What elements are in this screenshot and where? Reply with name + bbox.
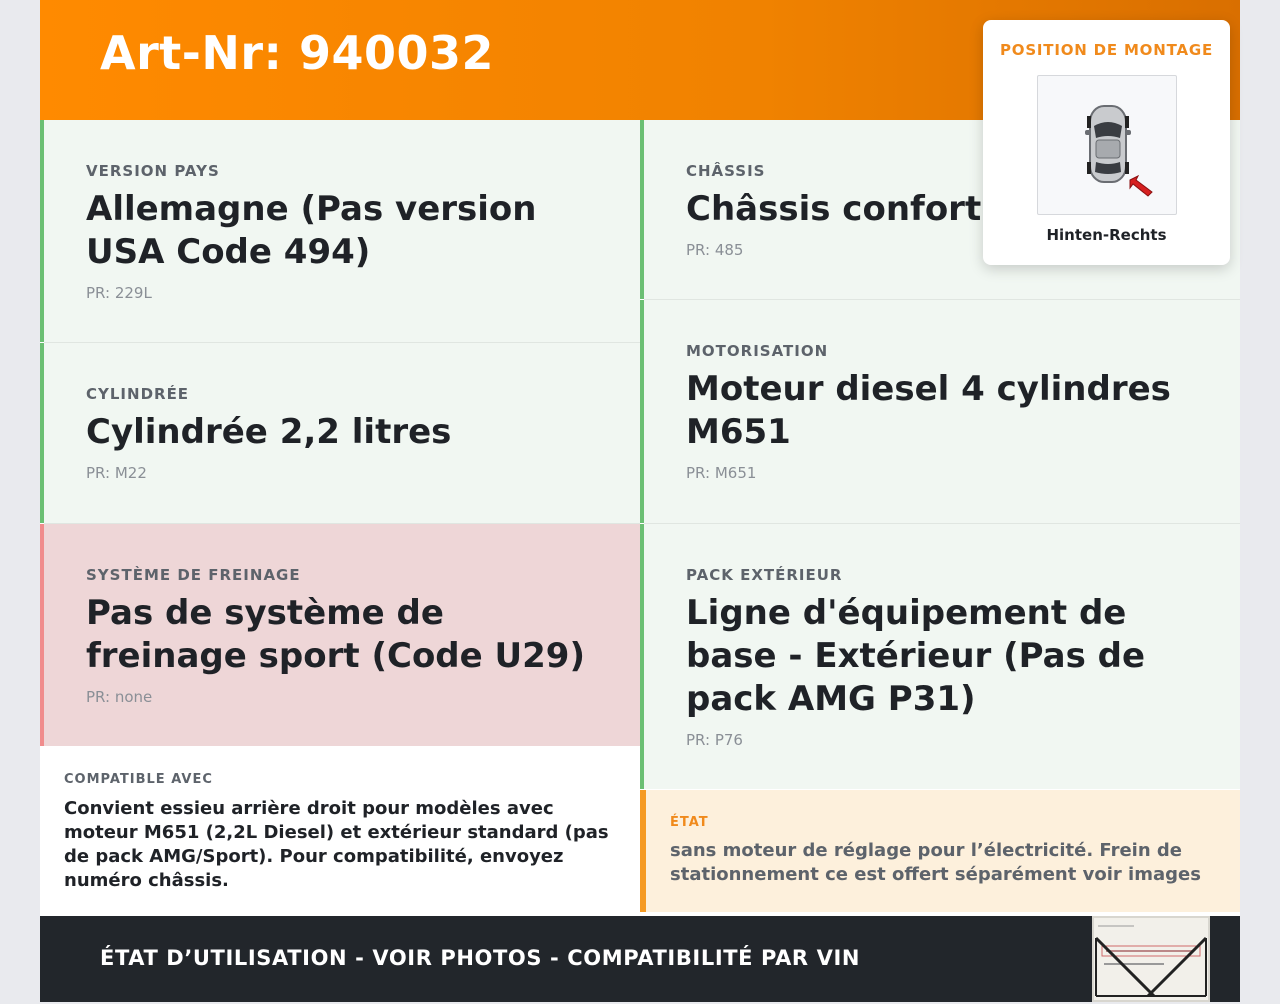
- pack-exterieur-label: PACK EXTÉRIEUR: [686, 566, 843, 584]
- cell-freinage: [40, 524, 640, 746]
- mounting-position-card: [983, 20, 1230, 265]
- etat-label: ÉTAT: [670, 815, 709, 830]
- rear-right-arrow-icon: [1130, 176, 1152, 196]
- cylindree-label: CYLINDRÉE: [86, 385, 190, 403]
- pack-exterieur-value: Ligne d'équipement de base - Extérieur (Pas de pack AMG P31): [686, 593, 1146, 719]
- cylindree-pr: PR: M22: [86, 464, 147, 482]
- chassis-label: CHÂSSIS: [686, 162, 766, 180]
- motorisation-label: MOTORISATION: [686, 342, 829, 360]
- vin-label-thumbnail-icon[interactable]: [1092, 916, 1210, 1002]
- pack-exterieur-pr: PR: P76: [686, 731, 743, 749]
- freinage-pr: PR: none: [86, 688, 153, 706]
- motorisation-pr: PR: M651: [686, 464, 757, 482]
- etat-text: sans moteur de réglage pour l’électricité. Frein de stationnement ce est offert séparément voir images: [670, 840, 1201, 885]
- cell-pack-exterieur: [640, 524, 1240, 789]
- chassis-pr: PR: 485: [686, 241, 744, 259]
- compatibility-box: [40, 747, 639, 913]
- car-diagram: [1038, 76, 1176, 214]
- version-pays-pr: PR: 229L: [86, 284, 152, 302]
- motorisation-value: Moteur diesel 4 cylindres M651: [686, 369, 1171, 452]
- footer-bar: [40, 916, 1240, 1002]
- car-top-view-icon: [1037, 75, 1177, 215]
- chassis-value: Châssis confort: [686, 189, 982, 229]
- compat-text: Convient essieu arrière droit pour modèles avec moteur M651 (2,2L Diesel) et extérieur standard (pas de pack AMG/Sport). Pour compatibilité, envoyez numéro châssis.: [64, 798, 609, 891]
- footer-text: ÉTAT D’UTILISATION - VOIR PHOTOS - COMPATIBILITÉ PAR VIN: [100, 946, 861, 970]
- cell-motorisation: [640, 300, 1240, 523]
- freinage-value: Pas de système de freinage sport (Code U29): [86, 593, 585, 676]
- version-pays-label: VERSION PAYS: [86, 162, 220, 180]
- cell-cylindree: [40, 343, 640, 523]
- cylindree-value: Cylindrée 2,2 litres: [86, 412, 452, 452]
- vin-label-thumbnail-graphic: [1094, 918, 1208, 1000]
- compat-label: COMPATIBLE AVEC: [64, 772, 213, 787]
- article-number-title: Art-Nr: 940032: [100, 26, 495, 80]
- cell-version-pays: [40, 120, 640, 342]
- freinage-label: SYSTÈME DE FREINAGE: [86, 566, 301, 584]
- mounting-position-label: Hinten-Rechts: [1046, 226, 1167, 244]
- product-sheet: [40, 0, 1240, 1002]
- version-pays-value: Allemagne (Pas version USA Code 494): [86, 189, 537, 272]
- mounting-position-title: POSITION DE MONTAGE: [999, 41, 1214, 59]
- condition-box: [640, 790, 1240, 912]
